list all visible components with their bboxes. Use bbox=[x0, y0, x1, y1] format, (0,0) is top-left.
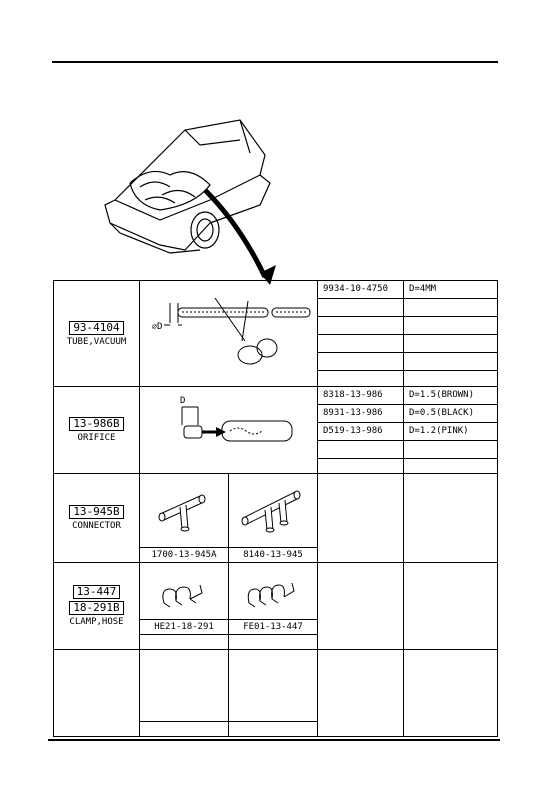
tube-part-size: D=4MM bbox=[404, 281, 498, 299]
orifice-part-number-3: D519-13-986 bbox=[318, 423, 404, 441]
tube-diagram-cell bbox=[140, 281, 318, 387]
top-rule bbox=[52, 61, 498, 63]
connector-code: 13-945B bbox=[69, 505, 123, 519]
clamp-left-diagram bbox=[140, 563, 229, 620]
car-illustration bbox=[100, 105, 300, 285]
orifice-part-number-1: 8318-13-986 bbox=[318, 387, 404, 405]
bottom-rule bbox=[48, 739, 500, 741]
tube-name-cell bbox=[54, 281, 140, 387]
orifice-diagram bbox=[140, 387, 316, 471]
tube-part-number: 9934-10-4750 bbox=[318, 281, 404, 299]
clamp-code-1: 13-447 bbox=[73, 585, 121, 599]
tube-name: TUBE,VACUUM bbox=[66, 336, 127, 347]
orifice-part-size-1: D=1.5(BROWN) bbox=[404, 387, 498, 405]
clamp-right-diagram bbox=[229, 563, 318, 620]
clamp-code-2: 18-291B bbox=[69, 601, 123, 615]
tube-diagram bbox=[140, 281, 316, 383]
orifice-part-size-2: D=0.5(BLACK) bbox=[404, 405, 498, 423]
svg-text:⌀: ⌀ bbox=[152, 322, 157, 331]
orifice-d-label: D bbox=[180, 396, 186, 406]
empty-name-cell bbox=[54, 650, 140, 737]
clamp-left-part: HE21-18-291 bbox=[140, 619, 229, 634]
orifice-diagram-cell bbox=[140, 387, 318, 474]
connector-name: CONNECTOR bbox=[72, 521, 121, 531]
connector-name-cell bbox=[54, 474, 140, 563]
orifice-part-size-3: D=1.2(PINK) bbox=[404, 423, 498, 441]
orifice-name-cell bbox=[54, 387, 140, 474]
connector-right-part: 8140-13-945 bbox=[229, 547, 318, 562]
orifice-code: 13-986B bbox=[69, 417, 123, 431]
clamp-right-part: FE01-13-447 bbox=[229, 619, 318, 634]
tube-d-label: D bbox=[157, 322, 163, 332]
tube-code: 93-4104 bbox=[69, 321, 123, 335]
orifice-name: ORIFICE bbox=[77, 433, 116, 443]
connector-left-part: 1700-13-945A bbox=[140, 547, 229, 562]
connector-left-diagram bbox=[140, 474, 229, 548]
clamp-name-cell bbox=[54, 563, 140, 650]
orifice-part-number-2: 8931-13-986 bbox=[318, 405, 404, 423]
clamp-name: CLAMP,HOSE bbox=[69, 617, 124, 627]
connector-right-diagram bbox=[229, 474, 318, 548]
parts-table bbox=[53, 280, 498, 737]
